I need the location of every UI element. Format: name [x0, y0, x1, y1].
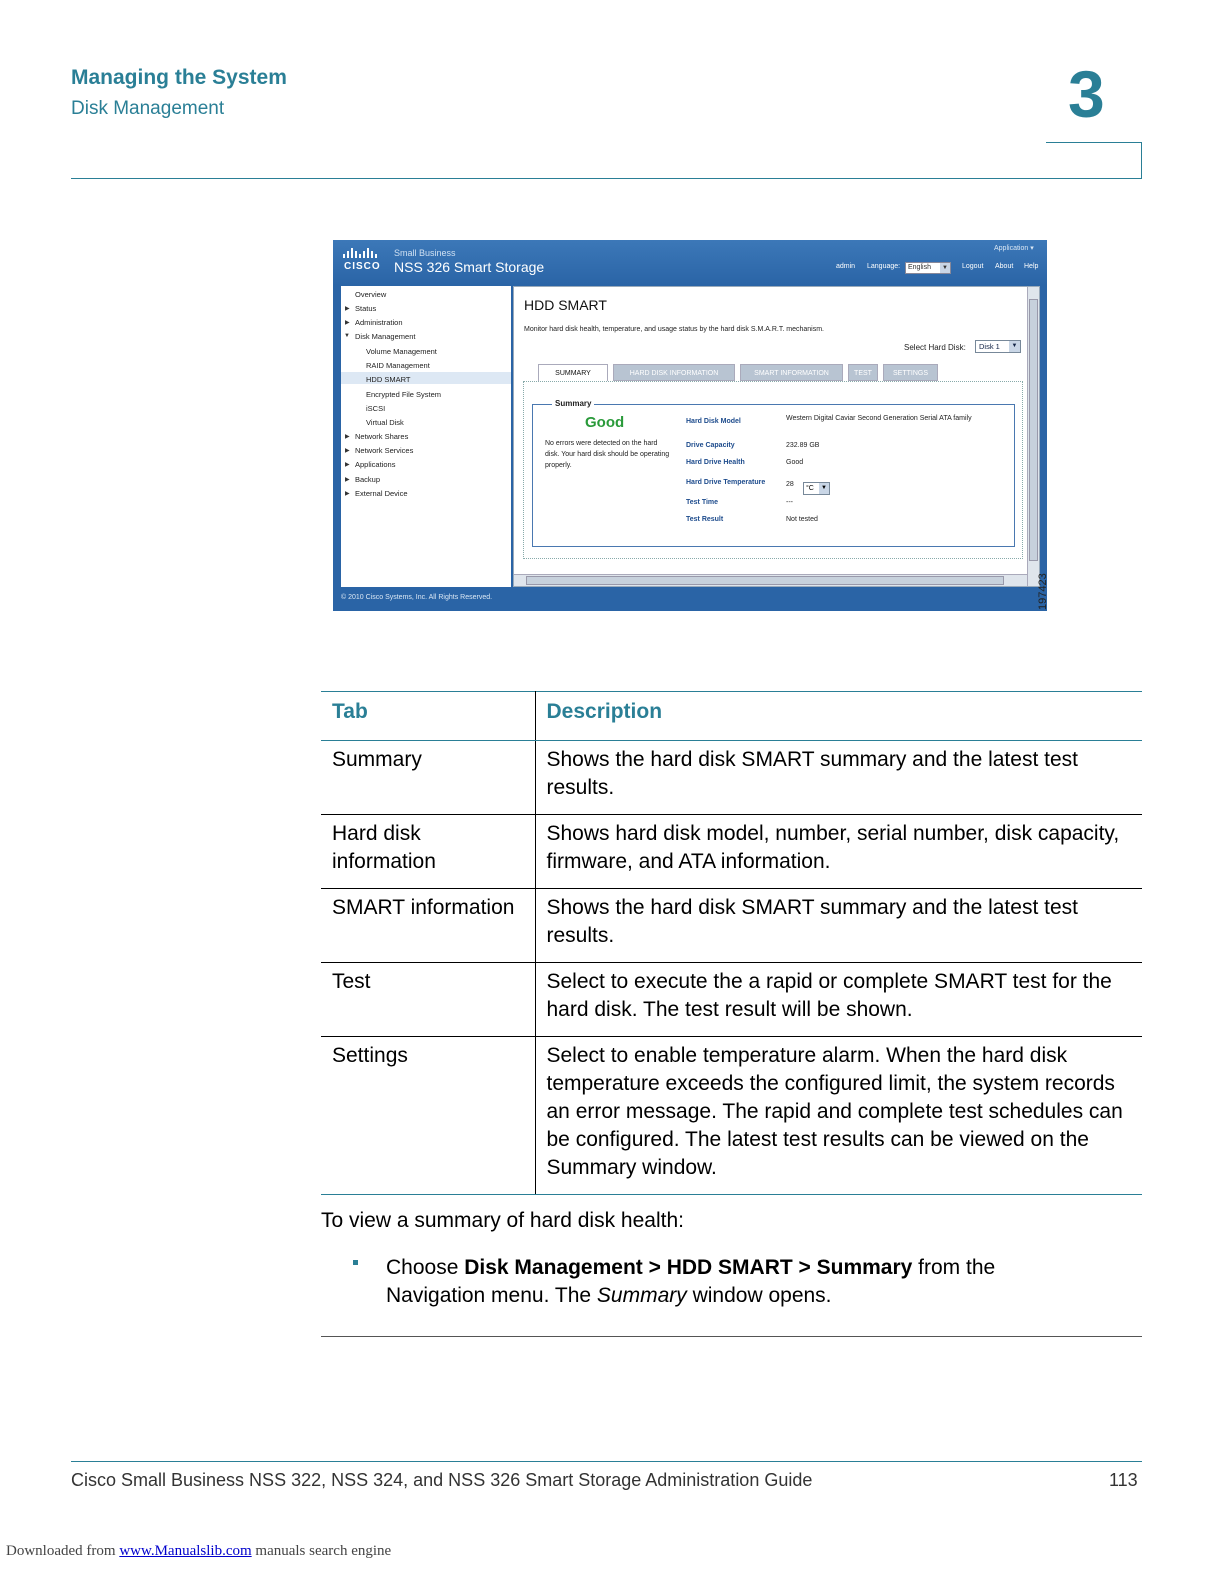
user-name: admin — [836, 263, 856, 270]
download-suffix: manuals search engine — [251, 1543, 392, 1559]
column-header: Description — [535, 692, 1142, 741]
field-value: --- — [786, 499, 793, 506]
table-row — [321, 963, 1142, 1037]
column-header: Tab — [321, 692, 535, 741]
table-row — [321, 889, 1142, 963]
nav-item-iscsi[interactable]: iSCSI — [366, 404, 386, 413]
tab-name: SMART information — [321, 889, 535, 963]
nav-item-raid-management[interactable]: RAID Management — [366, 361, 430, 370]
field-label: Drive Capacity — [686, 442, 735, 449]
horizontal-scrollbar[interactable] — [514, 574, 1027, 586]
expand-arrow-icon: ▶ — [345, 491, 350, 497]
about-link[interactable]: About — [995, 263, 1014, 270]
hard-disk-value: Disk 1 — [979, 342, 1000, 351]
nav-item-overview[interactable]: Overview — [355, 290, 387, 299]
tab-settings[interactable]: SETTINGS — [883, 364, 938, 381]
small-business-label: Small Business — [394, 248, 456, 258]
tab-test[interactable]: TEST — [848, 364, 878, 381]
tab-name: Settings — [321, 1037, 535, 1195]
content-panel — [513, 286, 1040, 587]
chapter-number-frame — [1046, 142, 1142, 179]
nav-item-network-shares[interactable]: Network Shares — [355, 432, 409, 441]
figure-id: 197423 — [1037, 573, 1049, 610]
health-status: Good — [585, 414, 625, 431]
chevron-down-icon: ▼ — [819, 483, 829, 494]
hdd-smart-screenshot — [333, 240, 1047, 611]
field-value: 232.89 GB — [786, 442, 820, 449]
logout-link[interactable]: Logout — [962, 263, 984, 270]
copyright: © 2010 Cisco Systems, Inc. All Rights Reserved. — [341, 594, 493, 601]
nav-item-network-services[interactable]: Network Services — [355, 446, 414, 455]
nav-item-external-device[interactable]: External Device — [355, 489, 408, 498]
application-menu[interactable]: Application ▾ — [994, 245, 1034, 252]
language-select[interactable] — [905, 262, 951, 274]
step-text: from the Navigation menu. The — [386, 1256, 996, 1307]
nav-item-disk-management[interactable]: Disk Management — [355, 332, 416, 341]
scroll-thumb[interactable] — [526, 576, 1004, 585]
product-name: NSS 326 Smart Storage — [394, 259, 545, 275]
temperature-unit-value: °C — [806, 485, 814, 492]
table-header-row — [321, 692, 1142, 741]
language-label: Language: — [867, 263, 901, 270]
temperature-unit-select[interactable] — [803, 482, 830, 495]
nav-item-backup[interactable]: Backup — [355, 475, 381, 484]
expand-arrow-icon: ▶ — [345, 306, 350, 312]
table-row — [321, 741, 1142, 815]
select-hard-disk-label: Select Hard Disk: — [904, 343, 966, 352]
download-note — [6, 1543, 391, 1560]
download-prefix: Downloaded from — [6, 1543, 120, 1559]
vertical-scrollbar[interactable] — [1027, 287, 1039, 586]
tab-name: Summary — [321, 741, 535, 815]
summary-legend: Summary — [552, 399, 594, 408]
section-end-rule — [321, 1336, 1142, 1337]
chapter-number: 3 — [1068, 57, 1105, 131]
section-title: Disk Management — [71, 98, 225, 119]
manualslib-link[interactable]: www.Manualslib.com — [119, 1543, 252, 1559]
nav-item-applications[interactable]: Applications — [355, 460, 396, 469]
tab-name: Test — [321, 963, 535, 1037]
expand-arrow-icon: ▶ — [345, 462, 350, 468]
nav-item-encrypted-file-system[interactable]: Encrypted File System — [366, 390, 442, 399]
collapse-arrow-icon: ▼ — [344, 333, 350, 339]
field-value: 28 — [786, 481, 794, 488]
field-label: Hard Drive Temperature — [686, 479, 766, 486]
guide-title: Cisco Small Business NSS 322, NSS 324, and NSS 326 Smart Storage Administration Guide — [71, 1470, 813, 1490]
scroll-thumb[interactable] — [1029, 299, 1038, 561]
window-name: Summary — [596, 1284, 687, 1307]
nav-item-administration[interactable]: Administration — [355, 318, 403, 327]
step-text: window opens. — [686, 1284, 832, 1307]
table-row — [321, 815, 1142, 889]
field-value: Not tested — [786, 516, 818, 523]
field-label: Hard Drive Health — [686, 459, 745, 466]
help-link[interactable]: Help — [1024, 263, 1039, 270]
tab-smart-information[interactable]: SMART INFORMATION — [740, 364, 843, 381]
page-title: HDD SMART — [524, 297, 607, 313]
bullet-icon — [353, 1260, 358, 1265]
step-text: Choose — [386, 1256, 465, 1279]
tab-name: Hard disk information — [321, 815, 535, 889]
field-label: Hard Disk Model — [686, 418, 741, 425]
procedure-intro: To view a summary of hard disk health: — [321, 1209, 684, 1232]
expand-arrow-icon: ▶ — [345, 448, 350, 454]
tab-hard-disk-information[interactable]: HARD DISK INFORMATION — [613, 364, 735, 381]
cisco-logo-icon — [343, 248, 383, 260]
expand-arrow-icon: ▶ — [345, 477, 350, 483]
navigation-menu — [341, 286, 511, 587]
tab-description: Shows hard disk model, number, serial number, disk capacity, firmware, and ATA information. — [535, 815, 1142, 889]
app-banner — [333, 240, 1047, 286]
chevron-down-icon: ▼ — [1009, 341, 1020, 352]
tab-description: Select to enable temperature alarm. When the hard disk temperature exceeds the configured limit, the system records an error message. The rapid and complete test schedules can be configured. The latest test results can be viewed on the Summary window. — [535, 1037, 1142, 1195]
field-value: Good — [786, 459, 804, 466]
tab-description: Shows the hard disk SMART summary and the latest test results. — [535, 889, 1142, 963]
nav-item-status[interactable]: Status — [355, 304, 377, 313]
page-number: 113 — [1109, 1470, 1138, 1490]
tab-description-table — [321, 691, 1142, 1195]
nav-item-hdd-smart[interactable]: HDD SMART — [366, 375, 411, 384]
chevron-down-icon: ▼ — [940, 263, 950, 273]
menu-path: Disk Management > HDD SMART > Summary — [464, 1256, 913, 1279]
field-value: Western Digital Caviar Second Generation Serial ATA family — [786, 415, 972, 422]
chapter-title: Managing the System — [71, 66, 287, 89]
page-description: Monitor hard disk health, temperature, and usage status by the hard disk S.M.A.R.T. mechanism. — [524, 326, 824, 333]
tab-description: Select to execute the a rapid or complete SMART test for the hard disk. The test result will be shown. — [535, 963, 1142, 1037]
procedure-step — [386, 1254, 1086, 1310]
tab-summary[interactable]: SUMMARY — [538, 364, 608, 381]
health-status-description: No errors were detected on the hard disk. Your hard disk should be operating properly. — [545, 440, 670, 469]
header-rule — [71, 178, 1142, 179]
expand-arrow-icon: ▶ — [345, 434, 350, 440]
footer-rule — [71, 1461, 1142, 1462]
expand-arrow-icon: ▶ — [345, 320, 350, 326]
hard-disk-select[interactable] — [975, 340, 1021, 353]
language-value: English — [908, 264, 931, 271]
nav-item-volume-management[interactable]: Volume Management — [366, 347, 437, 356]
table-row — [321, 1037, 1142, 1195]
field-label: Test Time — [686, 499, 719, 506]
field-label: Test Result — [686, 516, 724, 523]
cisco-wordmark: CISCO — [344, 261, 381, 272]
tab-description: Shows the hard disk SMART summary and the latest test results. — [535, 741, 1142, 815]
nav-item-virtual-disk[interactable]: Virtual Disk — [366, 418, 404, 427]
